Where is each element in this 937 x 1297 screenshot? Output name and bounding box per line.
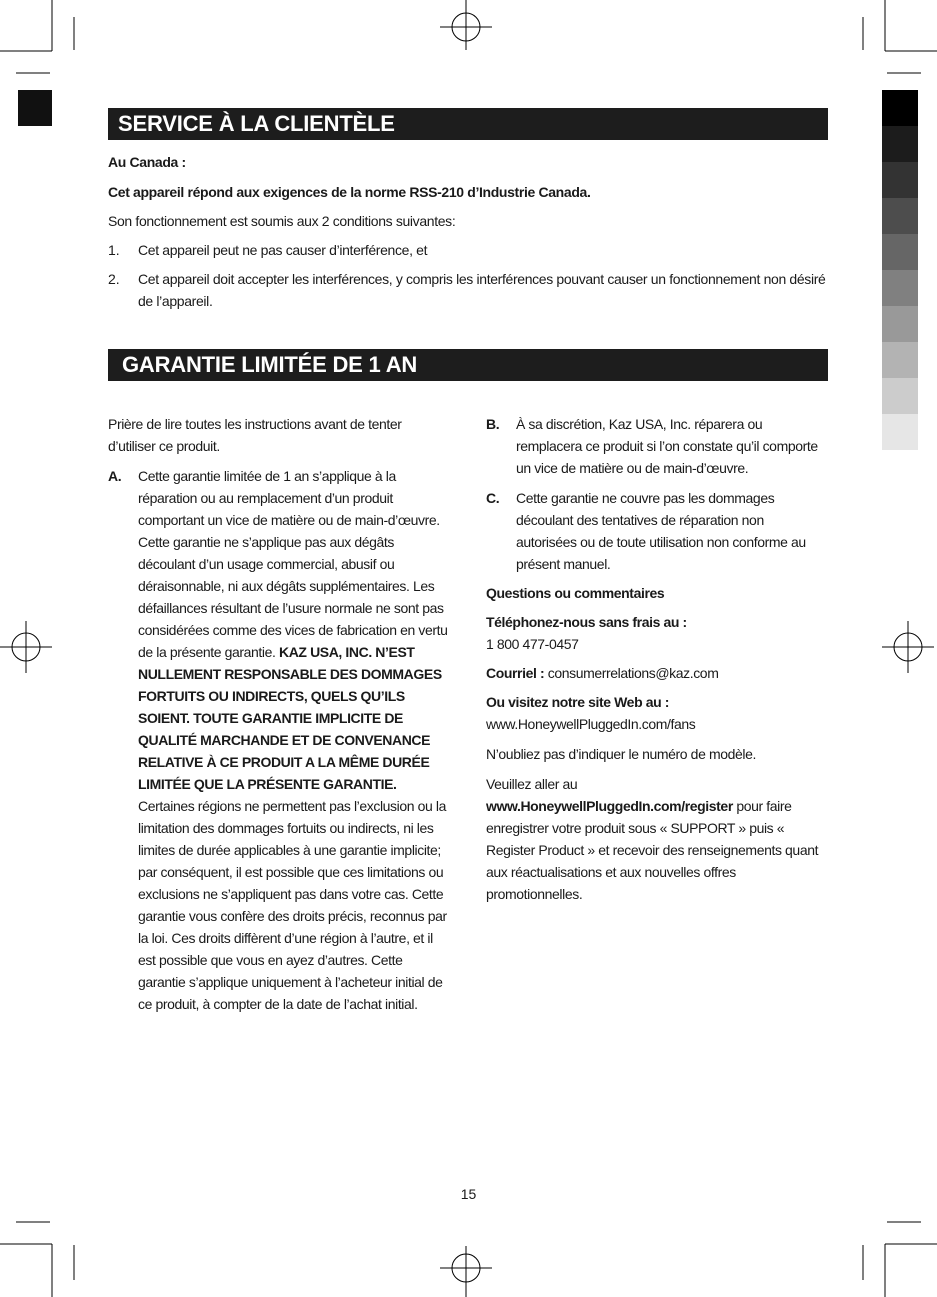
- email-line: [486, 662, 822, 684]
- website-label: Ou visitez notre site Web au :: [486, 694, 670, 710]
- item-c-text: Cette garantie ne couvre pas les dommages découlant des tentatives de réparation non autorisées ou de toute utilisation non conforme au présent manuel.: [516, 490, 806, 572]
- tone-swatch: [882, 270, 918, 306]
- questions-heading: Questions ou commentaires: [486, 585, 665, 601]
- condition-number: 1.: [108, 242, 120, 258]
- register-prefix: Veuillez aller au: [486, 776, 578, 792]
- warranty-intro: Prière de lire toutes les instructions avant de tenter d’utiliser ce produit.: [108, 416, 402, 454]
- registration-target-bottom: [440, 1246, 492, 1297]
- warranty-left-column: [108, 413, 448, 1015]
- phone-number: 1 800 477-0457: [486, 636, 579, 652]
- page-number: 15: [460, 1186, 477, 1202]
- registration-black-square: [18, 90, 52, 126]
- canada-label: Au Canada :: [108, 154, 186, 170]
- tone-swatch: [882, 378, 918, 414]
- compliance-statement: Cet appareil répond aux exigences de la norme RSS-210 d’Industrie Canada.: [108, 184, 591, 200]
- section-header-warranty: GARANTIE LIMITÉE DE 1 AN: [108, 349, 828, 381]
- phone-label: Téléphonez-nous sans frais au :: [486, 614, 687, 630]
- item-label: A.: [108, 468, 122, 484]
- register-text: pour faire enregistrer votre produit sous « SUPPORT » puis « Register Product » et recevoir des renseignements quant aux réactualisations et aux nouvelles offres promotionnelles.: [486, 798, 819, 902]
- tone-swatch: [882, 306, 918, 342]
- tone-swatch: [882, 342, 918, 378]
- tone-swatch: [882, 126, 918, 162]
- tone-strip: [882, 90, 918, 450]
- register-paragraph: [486, 795, 822, 905]
- condition-number: 2.: [108, 271, 120, 287]
- warranty-item-c: [486, 487, 822, 575]
- tone-swatch: [882, 90, 918, 126]
- item-a-text: Cette garantie limitée de 1 an s’applique à la réparation ou au remplacement d’un produit comportant un vice de matière ou de main-d’œuvre. Cette garantie ne s’applique pas aux dégâts découlant d’un usage commercial, abusif ou déraisonnable, ni aux dégâts supplémentaires. Les défaillances résultant de l’usure normale ne sont pas considérées comme des vices de fabrication en vertu de la présente garantie.: [138, 468, 448, 660]
- warranty-right-column: [486, 413, 822, 905]
- warranty-item-b: [486, 413, 822, 479]
- item-label: C.: [486, 490, 500, 506]
- email-label: Courriel :: [486, 665, 545, 681]
- conditions-intro: Son fonctionnement est soumis aux 2 conditions suivantes:: [108, 213, 456, 229]
- tone-swatch: [882, 162, 918, 198]
- item-b-text: À sa discrétion, Kaz USA, Inc. réparera ou remplacera ce produit si l’on constate qu’il comporte un vice de matière ou de main-d’œuvre.: [516, 416, 818, 476]
- item-a-text-continued: Certaines régions ne permettent pas l’exclusion ou la limitation des dommages fortuits ou indirects, ni les limites de durée applicables à une garantie implicite; par conséquent, il est possible que ces limitations ou exclusions ne s’appliquent pas dans votre cas. Cette garantie vous confère des droits précis, reconnus par la loi. Ces droits diffèrent d’une région à l’autre, et il est possible que vous en ayez d’autres. Cette garantie s’applique uniquement à l’acheteur initial de ce produit, à compter de la date de l’achat initial.: [138, 798, 447, 1012]
- tone-swatch: [882, 414, 918, 450]
- condition-text: Cet appareil peut ne pas causer d’interférence, et: [138, 242, 428, 258]
- condition-text: Cet appareil doit accepter les interférences, y compris les interférences pouvant causer un fonctionnement non désiré de l’appareil.: [138, 271, 826, 309]
- register-url[interactable]: www.HoneywellPluggedIn.com/register: [486, 798, 733, 814]
- email-address[interactable]: consumerrelations@kaz.com: [547, 665, 719, 681]
- tone-swatch: [882, 234, 918, 270]
- tone-swatch: [882, 198, 918, 234]
- model-number-reminder: N’oubliez pas d’indiquer le numéro de modèle.: [486, 746, 756, 762]
- registration-target-top: [440, 0, 492, 50]
- registration-target-left: [0, 621, 52, 673]
- registration-target-right: [882, 621, 934, 673]
- section-header-customer-service: SERVICE À LA CLIENTÈLE: [108, 108, 828, 140]
- warranty-item-a: [108, 465, 448, 1015]
- website-url[interactable]: www.HoneywellPluggedIn.com/fans: [486, 716, 696, 732]
- item-a-liability-disclaimer: KAZ USA, INC. N’EST NULLEMENT RESPONSABLE DES DOMMAGES FORTUITS OU INDIRECTS, QUELS QU’ILS SOIENT. TOUTE GARANTIE IMPLICITE DE QUALITÉ MARCHANDE ET DE CONVENANCE RELATIVE À CE PRODUIT A LA MÊME DURÉE LIMITÉE QUE LA PRÉSENTE GARANTIE.: [138, 644, 442, 792]
- item-label: B.: [486, 416, 500, 432]
